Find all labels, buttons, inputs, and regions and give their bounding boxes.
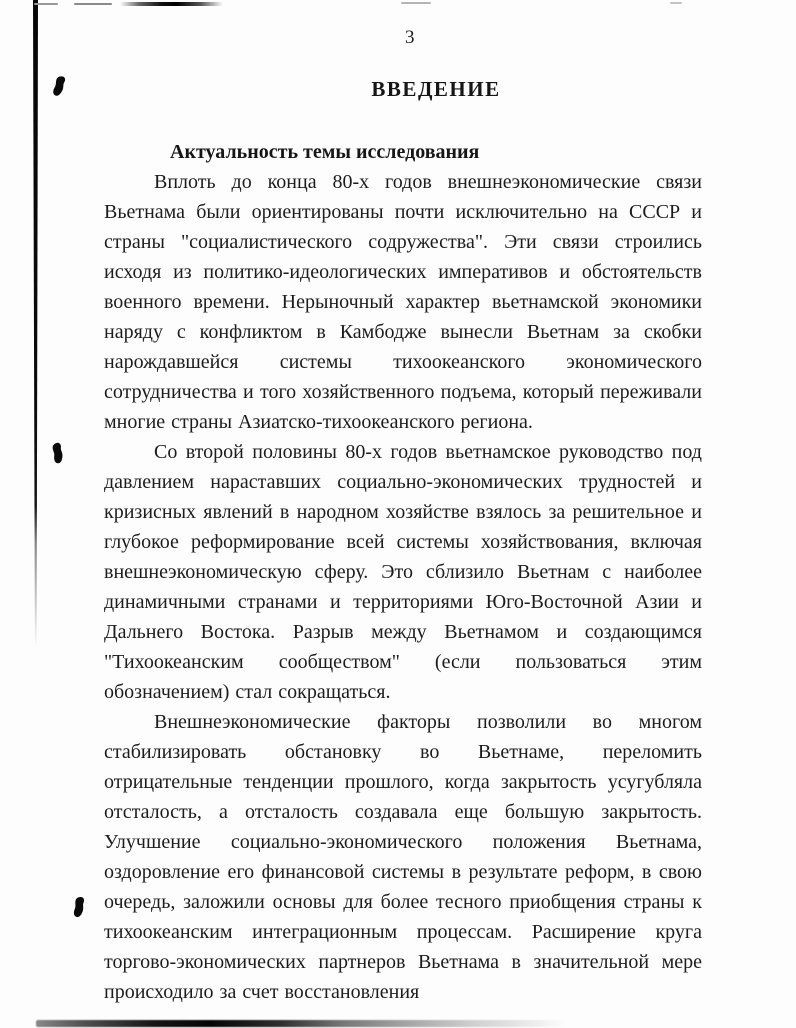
page-number: 3 <box>405 27 416 48</box>
paragraph-3: Внешнеэкономические факторы позволили во многом стабилизировать обстановку во Вьетнаме, переломить отрицательные тенденции прошлого, когда закрытость усугубляла отсталость, а отсталость создавала еще большую закрытость. Улучшение социально-экономического положения Вьетнама, оздоровление его финансовой системы в результате реформ, в свою очередь, заложили основы для более тесного приобщения страны к тихоокеанским интеграционным процессам. Расширение круга торгово-экономических партнеров Вьетнама в значительной мере происходило за счет восстановления <box>104 711 702 1003</box>
document-body <box>104 137 702 1007</box>
paragraph-1: Вплоть до конца 80-х годов внешнеэкономические связи Вьетнама были ориентированы почти исключительно на СССР и страны "социалистического содружества". Эти связи строились исходя из политико-идеологических императивов и обстоятельств военного времени. Нерыночный характер вьетнамской экономики наряду с конфликтом в Камбодже вынесли Вьетнам за скобки нарождавшейся системы тихоокеанского экономического сотрудничества и того хозяйственного подъема, который переживали многие страны Азиатско-тихоокеанского региона. <box>104 171 702 433</box>
ink-blot-icon <box>72 896 86 920</box>
section-heading: Актуальность темы исследования <box>170 141 480 163</box>
page-title: ВВЕДЕНИЕ <box>371 77 501 101</box>
scan-top-dash <box>401 2 431 4</box>
scan-top-dash <box>120 2 223 6</box>
paragraph-2: Со второй половины 80-х годов вьетнамское руководство под давлением нараставших социально-экономических трудностей и кризисных явлений в народном хозяйстве взялось за решительное и глубокое реформирование всей системы хозяйствования, включая внешнеэкономическую сферу. Это сблизило Вьетнам с наиболее динамичными странами и территориями Юго-Восточной Азии и Дальнего Востока. Разрыв между Вьетнамом и создающимся "Тихоокеанским сообществом" (если пользоваться этим обозначением) стал сокращаться. <box>104 441 702 703</box>
ink-blot-icon <box>51 442 65 466</box>
scan-top-dash <box>74 3 112 5</box>
scan-top-dash <box>34 3 58 5</box>
scan-top-dash <box>670 2 682 4</box>
scan-bottom-smudge <box>36 1020 566 1027</box>
